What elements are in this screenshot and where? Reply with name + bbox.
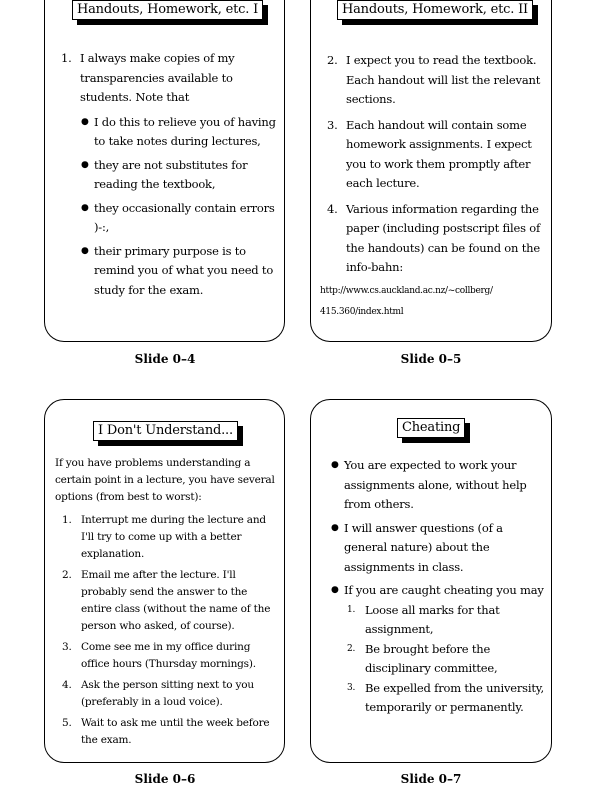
list-item — [62, 715, 277, 749]
list-number: 1. — [61, 51, 72, 65]
url-line[interactable]: http://www.cs.auckland.ac.nz/~collberg/ — [320, 286, 493, 296]
list-item — [62, 677, 277, 711]
bullet-text: I do this to relieve you of having to take notes during lectures, — [94, 114, 276, 148]
slide-0-5 — [310, 0, 552, 342]
list-item — [346, 640, 545, 679]
list-item — [346, 601, 545, 640]
bullet-icon: ● — [81, 202, 89, 213]
list-item-text: Each handout will contain some homework assignments. I expect you to work them promptly after each lecture. — [346, 117, 532, 190]
bullet-text: they occasionally contain errors )-:, — [94, 200, 275, 234]
list-item — [327, 200, 547, 278]
list-item-text: Loose all marks for that assignment, — [365, 602, 500, 636]
bullet-icon: ● — [331, 585, 339, 595]
slide-title: Handouts, Homework, etc. I — [72, 0, 263, 20]
list-item-text: Be expelled from the university, temporarily or permanently. — [365, 680, 544, 714]
info-url[interactable] — [320, 281, 545, 323]
list-item-text: Come see me in my office during office hours (Thursday mornings). — [81, 641, 256, 670]
list-number: 3. — [327, 117, 338, 132]
bullet-text: their primary purpose is to remind you of what you need to study for the exam. — [94, 243, 274, 297]
bullet-icon: ● — [331, 522, 339, 533]
bullet-text: they are not substitutes for reading the textbook, — [94, 157, 248, 191]
slide-label: Slide 0–6 — [134, 772, 196, 786]
list-number: 1. — [62, 514, 72, 526]
list-item-text: Various information regarding the paper (including postscript files of the handouts) can be found on the info-bahn: — [346, 201, 541, 274]
list-item — [62, 512, 277, 563]
bullet-text: If you are caught cheating you may — [344, 583, 544, 597]
list-number: 4. — [62, 679, 72, 691]
list-item — [346, 679, 545, 718]
slide-body — [327, 51, 547, 284]
bullet-item — [330, 519, 545, 578]
slide-body — [330, 456, 545, 722]
bullet-item — [330, 456, 545, 515]
slide-label: Slide 0–5 — [400, 352, 462, 366]
list-number: 4. — [327, 201, 338, 216]
list-item-text: Ask the person sitting next to you (preferably in a loud voice). — [81, 679, 254, 708]
bullet-text: You are expected to work your assignments alone, without help from others. — [344, 458, 527, 511]
bullet-item — [80, 199, 276, 238]
slide-0-4 — [44, 0, 285, 342]
slide-body — [61, 49, 276, 306]
list-item-text: I expect you to read the textbook. Each handout will list the relevant sections. — [346, 53, 541, 106]
slide-title: I Don't Understand... — [93, 421, 238, 441]
bullet-item — [80, 113, 276, 152]
bullet-item — [80, 156, 276, 195]
numbered-list — [55, 512, 277, 749]
list-item-text: I always make copies of my transparencies available to students. Note that — [80, 51, 235, 104]
bullet-item — [330, 581, 545, 718]
list-item — [62, 639, 277, 673]
bullet-icon: ● — [331, 460, 339, 470]
bullet-icon: ● — [81, 245, 89, 256]
slide-label: Slide 0–4 — [134, 352, 196, 366]
numbered-sublist — [344, 601, 545, 718]
slide-0-7 — [310, 399, 552, 763]
slide-0-6 — [44, 399, 285, 763]
list-number: 3. — [347, 682, 356, 693]
list-item-text: Wait to ask me until the week before the exam. — [81, 717, 270, 746]
bullet-list — [80, 113, 276, 301]
slide-title: Cheating — [397, 418, 465, 438]
list-number: 3. — [62, 641, 72, 653]
bullet-item — [80, 242, 276, 301]
list-item — [62, 567, 277, 635]
slide-body — [55, 455, 277, 753]
list-number: 5. — [62, 717, 72, 729]
url-line[interactable]: 415.360/index.html — [320, 307, 404, 317]
slide-title: Handouts, Homework, etc. II — [337, 0, 533, 20]
list-item-text: Interrupt me during the lecture and I'll try to come up with a better explanation. — [81, 514, 266, 560]
list-item-text: Email me after the lecture. I'll probably send the answer to the entire class (without the name of the person who asked, of course). — [81, 569, 271, 632]
list-item — [61, 49, 276, 300]
intro-text: If you have problems understanding a certain point in a lecture, you have several options (from best to worst): — [55, 457, 275, 503]
list-item-text: Be brought before the disciplinary committee, — [365, 641, 498, 675]
bullet-icon: ● — [81, 159, 89, 170]
slide-label: Slide 0–7 — [400, 772, 462, 786]
list-item — [327, 51, 547, 110]
list-number: 1. — [347, 604, 356, 615]
list-item — [327, 116, 547, 194]
bullet-icon: ● — [81, 116, 89, 127]
bullet-text: I will answer questions (of a general nature) about the assignments in class. — [344, 520, 503, 574]
list-number: 2. — [327, 53, 338, 67]
list-number: 2. — [347, 643, 356, 654]
list-number: 2. — [62, 569, 72, 581]
